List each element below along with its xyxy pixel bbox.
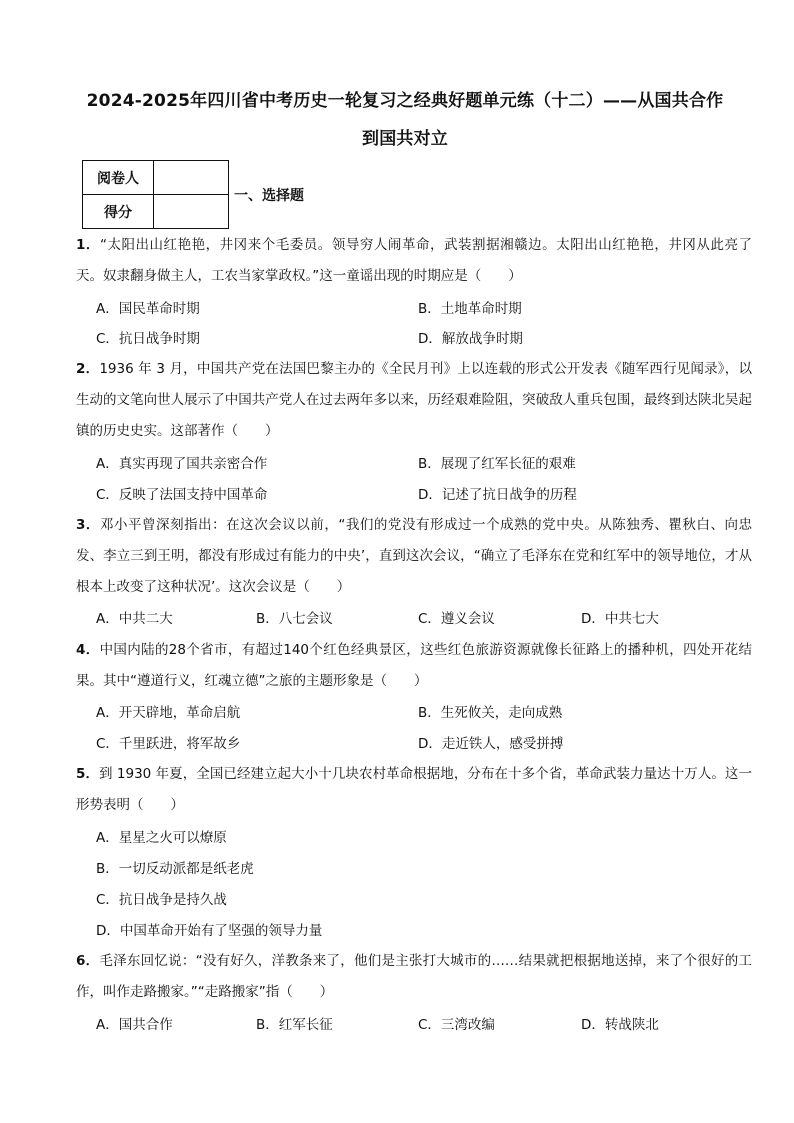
question-4-option-d: D．走近铁人，感受拼搏	[418, 736, 564, 752]
question-3-option-a: A．中共二大	[96, 611, 173, 627]
question-text: “太阳出山红艳艳，井冈来个毛委员。领导穷人闹革命，武装割据湘赣边。太阳出山红艳艳，井冈从此亮了天。奴隶翻身做主人，工农当家掌政权。”这一童谣出现的时期应是（ ）	[76, 237, 752, 284]
question-3-option-d: D．中共七大	[581, 611, 659, 627]
question-3-option-c: C．遵义会议	[418, 611, 495, 627]
question-5-option-c: C．抗日战争是持久战	[96, 892, 227, 908]
score-row-grader	[83, 161, 229, 195]
question-number: 6．	[76, 953, 100, 969]
question-number: 4．	[76, 642, 100, 658]
question-4-option-c: C．千里跃进，将军故乡	[96, 736, 241, 752]
question-5-option-b: B．一切反动派都是纸老虎	[96, 861, 254, 877]
document-title	[60, 82, 750, 158]
question-2-stem	[76, 354, 752, 447]
question-3-option-b: B．八七会议	[256, 611, 333, 627]
question-6-option-a: A．国共合作	[96, 1017, 173, 1033]
question-number: 5．	[76, 766, 100, 782]
question-4-stem	[76, 635, 752, 697]
grader-value	[154, 161, 229, 195]
question-6-option-c: C．三湾改编	[418, 1017, 495, 1033]
question-text: 1936 年 3 月，中国共产党在法国巴黎主办的《全民月刊》上以连载的形式公开发表《随军西行见闻录》，以生动的文笔向世人展示了中国共产党人在过去两年多以来，历经艰难险阻，突破敌人重兵包围，最终到达陕北吴起镇的历史史实。这部著作（ ）	[76, 361, 752, 439]
question-6-option-b: B．红军长征	[256, 1017, 333, 1033]
score-label: 得分	[83, 195, 154, 229]
question-4-option-b: B．生死攸关，走向成熟	[418, 705, 563, 721]
question-number: 2．	[76, 361, 100, 377]
question-1-stem	[76, 230, 752, 292]
score-row-score	[83, 195, 229, 229]
question-1-option-b: B．土地革命时期	[418, 301, 522, 317]
question-2-option-c: C．反映了法国支持中国革命	[96, 487, 268, 503]
question-2-option-a: A．真实再现了国共亲密合作	[96, 456, 268, 472]
question-5-option-a: A．星星之火可以燎原	[96, 830, 227, 846]
score-value	[154, 195, 229, 229]
question-text: 到 1930 年夏，全国已经建立起大小十几块农村革命根据地，分布在十多个省，革命武装力量达十万人。这一形势表明（ ）	[76, 766, 752, 813]
question-text: 中国内陆的28个省市，有超过140个红色经典景区，这些红色旅游资源就像长征路上的播种机，四处开花结果。其中“遵道行义，红魂立德”之旅的主题形象是（ ）	[76, 642, 752, 689]
score-table	[82, 160, 229, 229]
title-line-2: 到国共对立	[362, 129, 448, 149]
question-2-option-b: B．展现了红军长征的艰难	[418, 456, 576, 472]
question-number: 1．	[76, 237, 100, 253]
question-5-stem	[76, 759, 752, 821]
question-2-option-d: D．记述了抗日战争的历程	[418, 487, 577, 503]
question-1-option-d: D．解放战争时期	[418, 331, 523, 347]
question-5-option-d: D．中国革命开始有了坚强的领导力量	[96, 923, 323, 939]
question-6-stem	[76, 946, 752, 1008]
question-3-stem	[76, 510, 752, 603]
question-1-option-a: A．国民革命时期	[96, 301, 200, 317]
question-text: 邓小平曾深刻指出：在这次会议以前，“我们的党没有形成过一个成熟的党中央。从陈独秀、瞿秋白、向忠发、李立三到王明，都没有形成过有能力的中央’，直到这次会议，“确立了毛泽东在党和红军中的领导地位，才从根本上改变了这种状况’。这次会议是（ ）	[76, 517, 752, 595]
question-number: 3．	[76, 517, 100, 533]
section-heading: 一、选择题	[234, 188, 304, 204]
question-1-option-c: C．抗日战争时期	[96, 331, 200, 347]
question-6-option-d: D．转战陕北	[581, 1017, 659, 1033]
question-text: 毛泽东回忆说：“没有好久，洋教条来了，他们是主张打大城市的……结果就把根据地送掉，来了个很好的工作，叫作走路搬家。”“走路搬家”指（ ）	[76, 953, 752, 1000]
title-line-1: 2024-2025年四川省中考历史一轮复习之经典好题单元练（十二）——从国共合作	[86, 91, 724, 111]
question-4-option-a: A．开天辟地，革命启航	[96, 705, 241, 721]
grader-label: 阅卷人	[83, 161, 154, 195]
